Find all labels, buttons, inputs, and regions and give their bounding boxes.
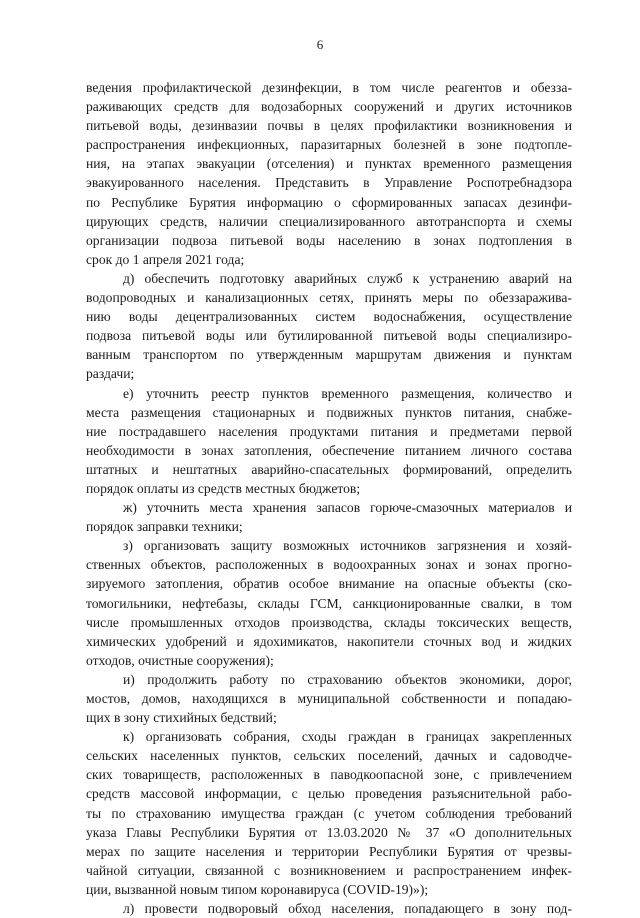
text-line: зируемого затопления, обратив особое внимание на опасные объекты (ско- — [86, 576, 572, 592]
text-line: порядок заправки техники; — [86, 519, 243, 535]
text-line: ты по страхованию имущества граждан (с учетом соблюдения требований — [86, 805, 572, 821]
text-line: ванным транспортом по утвержденным маршрутам движения и пунктам — [86, 347, 572, 363]
text-line: ведения профилактической дезинфекции, в том числе реагентов и обезза- — [86, 80, 572, 95]
paragraph-first-line: и) продолжить работу по страхованию объектов экономики, дорог, — [123, 671, 572, 687]
text-line: химических удобрений и ядохимикатов, накопители сточных вод и жидких — [86, 633, 572, 649]
text-line: организации подвоза питьевой воды населению в зонах подтопления в — [86, 232, 572, 248]
paragraph-first-line: л) провести подворовый обход населения, попадающего в зону под- — [123, 901, 572, 917]
paragraph-first-line: к) организовать собрания, сходы граждан в границах закрепленных — [123, 729, 572, 745]
text-line: эвакуированного населения. Представить в Управление Роспотребнадзора — [86, 175, 572, 191]
text-line: ния, на этапах эвакуации (отселения) и пунктах временного размещения — [86, 156, 572, 172]
text-line: средств массовой информации, с целью проведения разъяснительной рабо- — [86, 786, 572, 802]
text-line: томогильники, нефтебазы, склады ГСМ, санкционированные свалки, в том — [86, 595, 572, 611]
text-line: ние пострадавшего населения продуктами питания и предметами первой — [86, 423, 572, 439]
text-line: подвоза питьевой воды или бутилированной питьевой воды специализиро- — [86, 328, 572, 344]
text-line: чайной ситуации, связанной с возникновением и распространением инфек- — [86, 862, 572, 878]
paragraph-first-line: з) организовать защиту возможных источников загрязнения и хозяй- — [123, 538, 572, 554]
text-line: отходов, очистные сооружения); — [86, 652, 274, 668]
text-line: необходимости в зонах затопления, обеспечение питанием личного состава — [86, 442, 572, 458]
text-line: порядок оплаты из средств местных бюджетов; — [86, 480, 361, 496]
text-line: питьевой воды, дезинвазии почвы в целях профилактики возникновения и — [86, 118, 572, 134]
text-line: числе промышленных отходов производства, склады токсических веществ, — [86, 614, 572, 630]
text-line: раживающих средств для водозаборных сооружений и других источников — [86, 99, 572, 115]
text-line: срок до 1 апреля 2021 года; — [86, 251, 245, 267]
text-line: сельских населенных пунктов, сельских поселений, дачных и садоводче- — [86, 748, 572, 764]
text-line: места размещения стационарных и подвижных пунктов питания, снабже- — [86, 404, 572, 420]
text-line: мостов, домов, находящихся в муниципальной собственности и попадаю- — [86, 691, 572, 706]
text-line: цирующих средств, наличии специализированного автотранспорта и схемы — [86, 213, 572, 229]
text-line: ственных объектов, расположенных в водоохранных зонах и зонах прогно- — [86, 557, 572, 573]
text-line: штатных и нештатных аварийно-спасательных формирований, определить — [86, 461, 572, 477]
paragraph-first-line: е) уточнить реестр пунктов временного размещения, количество и — [123, 385, 572, 401]
text-line: ции, вызванной новым типом коронавируса (COVID-19)»); — [86, 881, 429, 897]
text-line: водопроводных и канализационных сетях, принять меры по обеззаражива- — [86, 290, 572, 306]
text-line: указа Главы Республики Бурятия от 13.03.2020 № 37 «О дополнительных — [86, 824, 572, 840]
text-line: щих в зону стихийных бедствий; — [86, 710, 277, 726]
paragraph-first-line: ж) уточнить места хранения запасов горюче-смазочных материалов и — [123, 500, 572, 516]
document-body — [86, 78, 572, 918]
paragraph-first-line: д) обеспечить подготовку аварийных служб к устранению аварий на — [123, 270, 572, 286]
text-line: раздачи; — [86, 366, 135, 382]
text-line: по Республике Бурятия информацию о сформированных запасах дезинфи- — [86, 194, 572, 210]
text-line: ских товариществ, расположенных в паводкоопасной зоне, с привлечением — [86, 767, 572, 783]
text-line: мерах по защите населения и территории Республики Бурятия от чрезвы- — [86, 843, 572, 859]
page-number: 6 — [316, 37, 324, 52]
text-line: распространения инфекционных, паразитарных болезней в зоне подтопле- — [86, 137, 572, 153]
text-line: нию воды децентрализованных систем водоснабжения, осуществление — [86, 309, 572, 325]
